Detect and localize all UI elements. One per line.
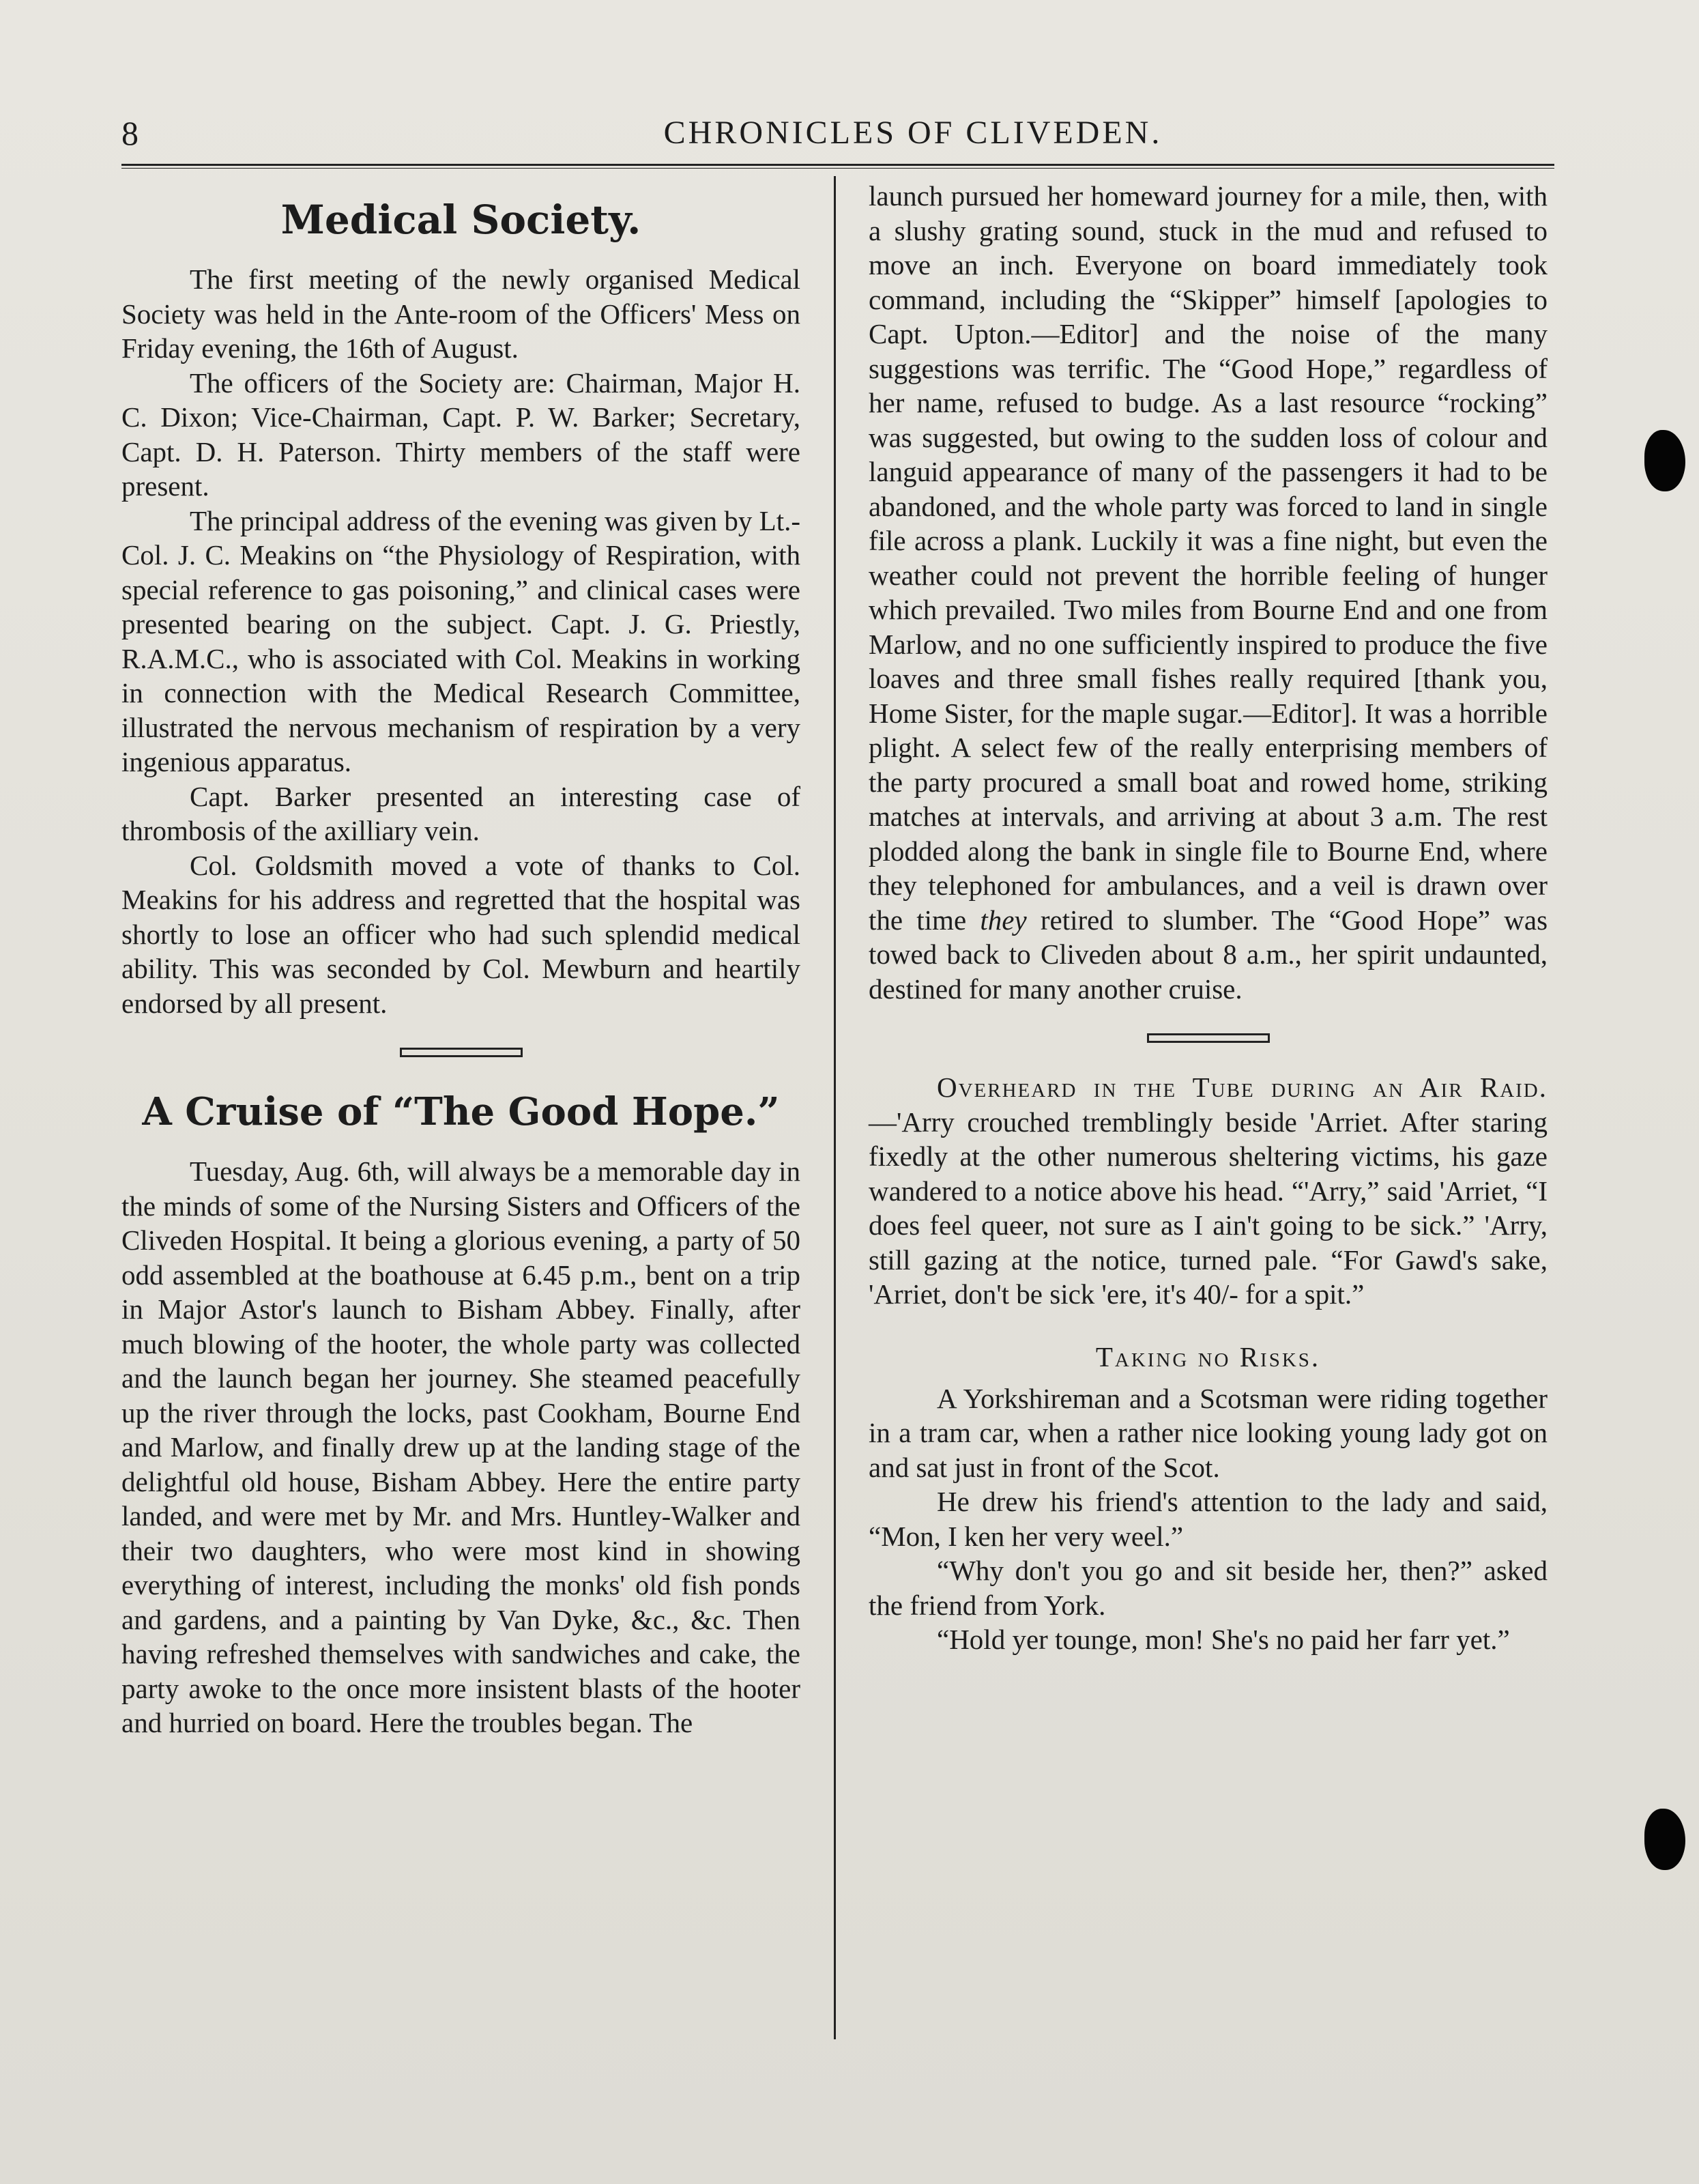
right-column [869,179,1548,1657]
taking-no-risks-heading: Taking no Risks. [1095,1340,1321,1373]
medical-society-heading: Medical Society. [280,197,641,243]
page-number: 8 [121,114,139,152]
medical-paragraph-2: The officers of the Society are: Chairman, Major H. C. Dixon; Vice-Chairman, Capt. P. W. Barker; Secretary, Capt. D. H. Paterson. Thirty members of the staff were present. [121,367,800,502]
cruise-they-italic: they [980,904,1027,936]
section-divider [1147,1033,1270,1043]
risks-paragraph-3: “Why don't you go and sit beside her, then?” asked the friend from York. [869,1555,1548,1621]
medical-paragraph-3: The principal address of the evening was given by Lt.-Col. J. C. Meakins on “the Physiology of Respiration, with special reference to gas poisoning,” and clinical cases were presented bearing on the subject. Capt. J. G. Priestly, R.A.M.C., who is associated with Col. Meakins in working in connection with the Medical Research Committee, illustrated the nervous mechanism of respiration by a very ingenious apparatus. [121,504,800,777]
left-column [121,179,800,1740]
risks-paragraph-4: “Hold yer tounge, mon! She's no paid her farr yet.” [937,1624,1510,1655]
medical-paragraph-1: The first meeting of the newly organised Medical Society was held in the Ante-room of the Officers' Mess on Friday evening, the 16th of August. [121,263,800,364]
running-title: CHRONICLES OF CLIVEDEN. [663,115,1163,151]
risks-paragraph-2: He drew his friend's attention to the lady and said, “Mon, I ken her very weel.” [869,1486,1548,1552]
overheard-title: Overheard in the Tube during an Air Raid. [937,1072,1548,1103]
cruise-heading: A Cruise of “The Good Hope.” [142,1089,780,1134]
header-rule [121,164,1554,169]
binding-hole-mark [1644,1809,1685,1870]
medical-paragraph-4: Capt. Barker presented an interesting case of thrombosis of the axilliary vein. [121,780,800,846]
overheard-text: —'Arry crouched tremblingly beside 'Arriet. After staring fixedly at the other numerous sheltering victims, his gaze wandered to a notice above his head. “'Arry,” said 'Arriet, “I does feel queer, not sure as I ain't going to be sick.” 'Arry, still gazing at the notice, turned pale. “For Gawd's sake, 'Arriet, don't be sick 'ere, it's 40/- for a spit.” [869,1106,1548,1310]
page-header [121,109,1554,157]
cruise-continued-text: launch pursued her homeward journey for a mile, then, with a slushy grating sound, stuck in the mud and refused to move an inch. Everyone on board immediately took command, including the “Skipper” himself [apologies to Capt. Upton.—Editor] and the noise of the many suggestions was terrific. The “Good Hope,” regardless of her name, refused to budge. As a last resource “rocking” was suggested, but owing to the sudden loss of colour and languid appearance of many of the passengers it had to be abandoned, and the whole party was forced to land in single file across a plank. Luckily it was a fine night, but even the weather could not prevent the horrible feeling of hunger which prevailed. Two miles from Bourne End and one from Marlow, and no one sufficiently inspired to produce the five loaves and three small fishes really required [thank you, Home Sister, for the maple sugar.—Editor]. It was a horrible plight. A select few of the really enterprising members of the party procured a small boat and rowed home, striking matches at intervals, and arriving at about 3 a.m. The rest plodded along the bank in single file to Bourne End, where they telephoned for ambulances, and a veil is drawn over the time [869,180,1548,936]
risks-paragraph-1: A Yorkshireman and a Scotsman were riding together in a tram car, when a rather nice looking young lady got on and sat just in front of the Scot. [869,1382,1548,1483]
binding-hole-mark [1644,430,1685,491]
cruise-continued-paragraph [869,179,1548,1006]
cruise-paragraph: Tuesday, Aug. 6th, will always be a memorable day in the minds of some of the Nursing Sisters and Officers of the Cliveden Hospital. It being a glorious evening, a party of 50 odd assembled at the boathouse at 6.45 p.m., bent on a trip in Major Astor's launch to Bisham Abbey. Finally, after much blowing of the hooter, the whole party was collected and the launch began her journey. She steamed peacefully up the river through the locks, past Cookham, Bourne End and Marlow, and finally drew up at the landing stage of the delightful old house, Bisham Abbey. Here the entire party landed, and were met by Mr. and Mrs. Huntley-Walker and their two daughters, who were most kind in showing everything of interest, including the monks' old fish ponds and gardens, and a painting by Van Dyke, &c., &c. Then having refreshed themselves with sandwiches and cake, the party awoke to the once more insistent blasts of the hooter and hurried on board. Here the troubles began. The [121,1155,800,1738]
medical-paragraph-5: Col. Goldsmith moved a vote of thanks to Col. Meakins for his address and regretted that the hospital was shortly to lose an officer who had such splendid medical ability. This was seconded by Col. Mewburn and heartily endorsed by all present. [121,849,800,1019]
section-divider [400,1048,523,1057]
cruise-end-text: retired to slumber. The “Good Hope” was towed back to Cliveden about 8 a.m., her spirit undaunted, destined for many another cruise. [869,904,1548,1005]
overheard-paragraph [869,1070,1548,1312]
column-rule [834,176,836,2039]
